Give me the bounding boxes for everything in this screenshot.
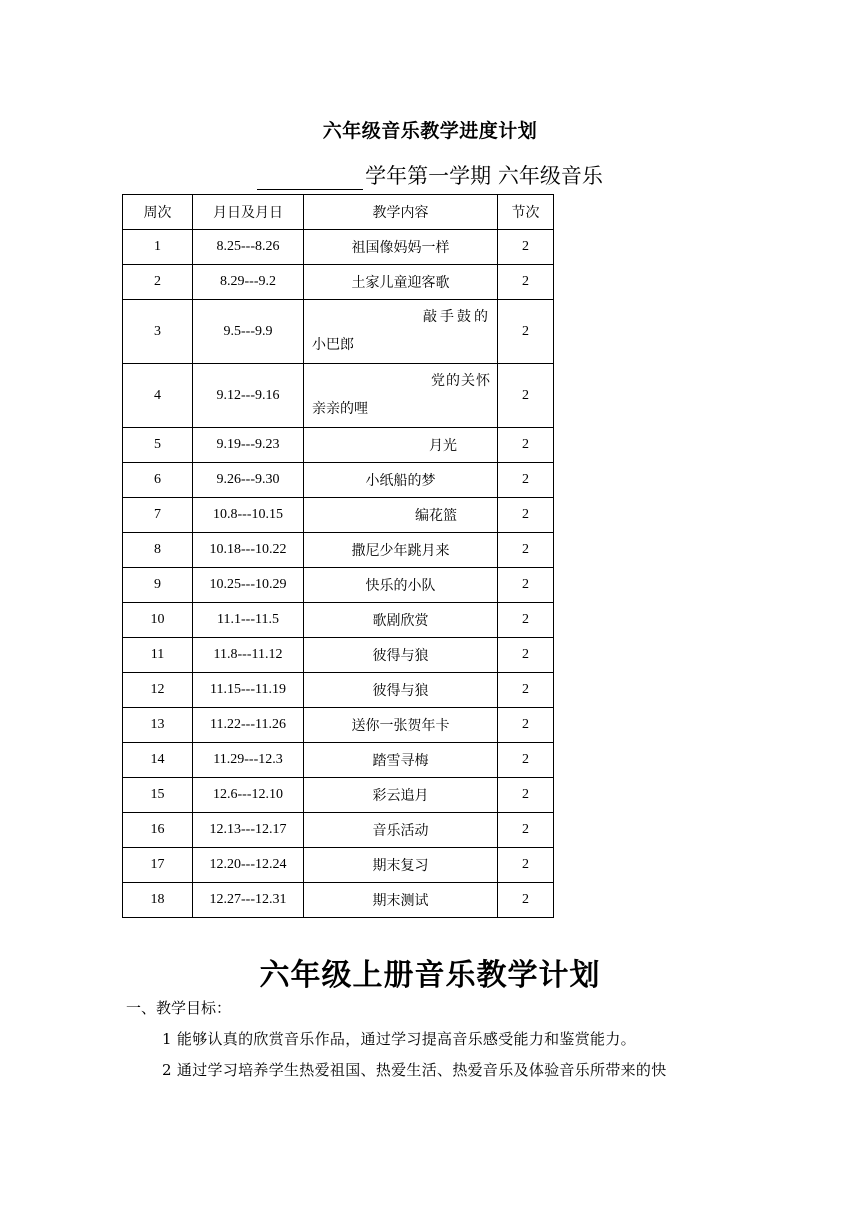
semester-line: [0, 160, 860, 190]
cell-periods: 2: [498, 533, 554, 568]
cell-week: 16: [123, 813, 193, 848]
cell-content: 小纸船的梦: [304, 463, 498, 498]
cell-dates: 8.25---8.26: [193, 230, 304, 265]
cell-content: [304, 364, 498, 428]
section-heading-objectives: 一、教学目标：: [126, 999, 232, 1017]
table-row: [123, 300, 554, 364]
table-row: [123, 364, 554, 428]
semester-text: 学年第一学期 六年级音乐: [365, 164, 603, 188]
cell-periods: 2: [498, 673, 554, 708]
cell-periods: 2: [498, 230, 554, 265]
cell-content: 撒尼少年跳月来: [304, 533, 498, 568]
table-header-row: [123, 195, 554, 230]
cell-week: 17: [123, 848, 193, 883]
cell-periods: 2: [498, 364, 554, 428]
content-line-2: 亲亲的哩: [312, 401, 368, 417]
cell-content: 音乐活动: [304, 813, 498, 848]
cell-week: 12: [123, 673, 193, 708]
cell-dates: 11.15---11.19: [193, 673, 304, 708]
cell-content: 歌剧欣赏: [304, 603, 498, 638]
cell-dates: 12.6---12.10: [193, 778, 304, 813]
header-content: 教学内容: [304, 195, 498, 230]
cell-content: 月光: [304, 428, 498, 463]
content-line-1: 敲手鼓的: [423, 309, 491, 325]
table-row: [123, 498, 554, 533]
header-week: 周次: [123, 195, 193, 230]
cell-periods: 2: [498, 265, 554, 300]
table-row: [123, 883, 554, 918]
cell-dates: 11.22---11.26: [193, 708, 304, 743]
table-row: [123, 813, 554, 848]
cell-content: 祖国像妈妈一样: [304, 230, 498, 265]
cell-week: 7: [123, 498, 193, 533]
cell-periods: 2: [498, 743, 554, 778]
cell-periods: 2: [498, 498, 554, 533]
school-year-blank: [257, 167, 363, 190]
schedule-table: [122, 194, 554, 918]
cell-periods: 2: [498, 638, 554, 673]
cell-content: 彼得与狼: [304, 673, 498, 708]
cell-periods: 2: [498, 708, 554, 743]
content-line-2: 小巴郎: [312, 337, 354, 353]
cell-week: 9: [123, 568, 193, 603]
table-row: [123, 638, 554, 673]
cell-dates: 10.25---10.29: [193, 568, 304, 603]
cell-dates: 8.29---9.2: [193, 265, 304, 300]
cell-week: 6: [123, 463, 193, 498]
cell-periods: 2: [498, 300, 554, 364]
header-dates: 月日及月日: [193, 195, 304, 230]
header-periods: 节次: [498, 195, 554, 230]
objective-item: 2 通过学习培养学生热爱祖国、热爱生活、热爱音乐及体验音乐所带来的快: [162, 1061, 667, 1079]
cell-content: 快乐的小队: [304, 568, 498, 603]
cell-periods: 2: [498, 778, 554, 813]
cell-dates: 11.1---11.5: [193, 603, 304, 638]
cell-periods: 2: [498, 428, 554, 463]
cell-week: 8: [123, 533, 193, 568]
cell-week: 14: [123, 743, 193, 778]
cell-content: 期末测试: [304, 883, 498, 918]
table-row: [123, 743, 554, 778]
cell-dates: 12.27---12.31: [193, 883, 304, 918]
cell-content: 彩云追月: [304, 778, 498, 813]
table-row: [123, 568, 554, 603]
cell-week: 10: [123, 603, 193, 638]
cell-week: 18: [123, 883, 193, 918]
plan-title: 六年级上册音乐教学计划: [259, 958, 601, 993]
table-row: [123, 265, 554, 300]
cell-week: 4: [123, 364, 193, 428]
cell-dates: 9.5---9.9: [193, 300, 304, 364]
cell-dates: 10.8---10.15: [193, 498, 304, 533]
table-row: [123, 603, 554, 638]
objective-item: 1 能够认真的欣赏音乐作品，通过学习提高音乐感受能力和鉴赏能力。: [162, 1030, 636, 1048]
cell-week: 11: [123, 638, 193, 673]
cell-content: [304, 300, 498, 364]
cell-week: 5: [123, 428, 193, 463]
cell-periods: 2: [498, 568, 554, 603]
content-line-1: 党的关怀: [431, 373, 491, 389]
cell-week: 1: [123, 230, 193, 265]
table-row: [123, 778, 554, 813]
cell-week: 3: [123, 300, 193, 364]
cell-dates: 12.13---12.17: [193, 813, 304, 848]
cell-dates: 10.18---10.22: [193, 533, 304, 568]
cell-content: 踏雪寻梅: [304, 743, 498, 778]
page-title: 六年级音乐教学进度计划: [322, 120, 538, 142]
cell-content: 送你一张贺年卡: [304, 708, 498, 743]
table-row: [123, 428, 554, 463]
table-row: [123, 533, 554, 568]
cell-week: 13: [123, 708, 193, 743]
table-row: [123, 708, 554, 743]
cell-content: 土家儿童迎客歌: [304, 265, 498, 300]
table-row: [123, 673, 554, 708]
cell-periods: 2: [498, 848, 554, 883]
cell-dates: 9.19---9.23: [193, 428, 304, 463]
table-row: [123, 230, 554, 265]
cell-periods: 2: [498, 463, 554, 498]
cell-dates: 9.26---9.30: [193, 463, 304, 498]
cell-content: 彼得与狼: [304, 638, 498, 673]
cell-week: 15: [123, 778, 193, 813]
cell-dates: 12.20---12.24: [193, 848, 304, 883]
cell-dates: 9.12---9.16: [193, 364, 304, 428]
cell-periods: 2: [498, 883, 554, 918]
cell-content: 期末复习: [304, 848, 498, 883]
cell-content: 编花篮: [304, 498, 498, 533]
cell-week: 2: [123, 265, 193, 300]
cell-dates: 11.8---11.12: [193, 638, 304, 673]
cell-periods: 2: [498, 603, 554, 638]
cell-periods: 2: [498, 813, 554, 848]
table-row: [123, 463, 554, 498]
cell-dates: 11.29---12.3: [193, 743, 304, 778]
table-row: [123, 848, 554, 883]
